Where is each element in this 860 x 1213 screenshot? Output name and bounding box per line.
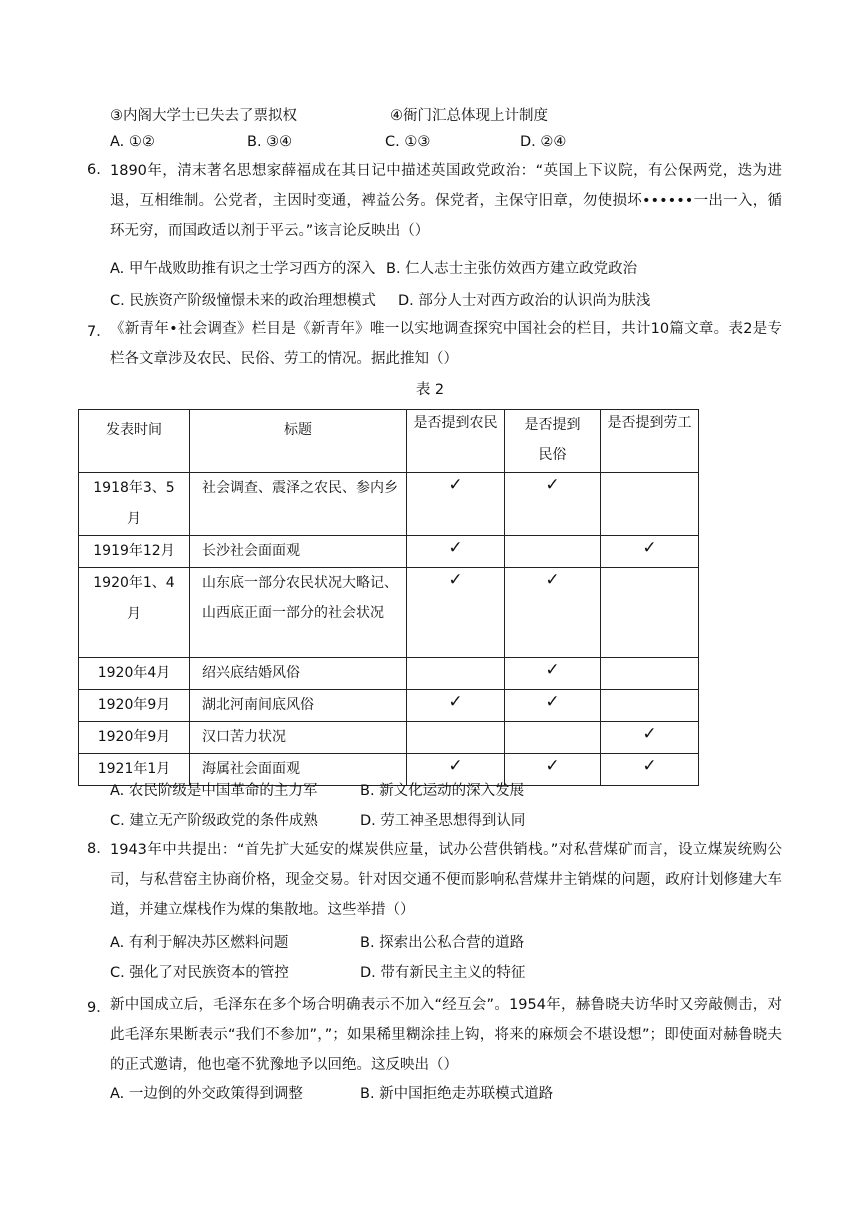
q6-stem: 1890年，清末著名思想家薛福成在其日记中描述英国政党政治：“英国上下议院，有公保两党，迭为进退，互相维制。公党者，主因时变通，裨益公务。保党者，主保守旧章，勿使损坏••••••一出一入，循环无穷，而国政适以剂于平云。”该言论反映出（） [110,163,782,239]
cell-date: 1919年12月 [79,536,190,568]
cell-farmer: ✓ [407,690,505,722]
cell-date: 1921年1月 [79,754,190,786]
cell-title: 绍兴底结婚风俗 [190,658,407,690]
survey-table [78,409,699,786]
cell-title: 汉口苦力状况 [190,722,407,754]
cell-labor: ✓ [601,536,699,568]
cell-folk: ✓ [505,473,601,536]
q6-option-d: D. 部分人士对西方政治的认识尚为肤浅 [398,293,651,309]
cell-farmer: ✓ [407,473,505,536]
header-title: 标题 [190,410,407,473]
cell-farmer [407,722,505,754]
q7-option-a: A. 农民阶级是中国革命的主力军 [110,783,318,799]
cell-labor: ✓ [601,722,699,754]
cell-date: 1920年9月 [79,690,190,722]
table-header-row [79,410,699,473]
header-folk: 是否提到民俗 [505,410,601,473]
cell-date: 1920年4月 [79,658,190,690]
cell-date: 1920年1、4月 [79,568,190,658]
cell-farmer: ✓ [407,536,505,568]
table-row [79,473,699,536]
q6-option-c: C. 民族资产阶级憧憬未来的政治理想模式 [110,293,376,309]
cell-farmer: ✓ [407,568,505,658]
cell-farmer [407,658,505,690]
q7-option-c: C. 建立无产阶级政党的条件成熟 [110,813,318,829]
q8-option-b: B. 探索出公私合营的道路 [360,935,525,951]
q6-number: 6. [87,162,101,178]
cell-folk: ✓ [505,568,601,658]
cell-title: 长沙社会面面观 [190,536,407,568]
cell-folk: ✓ [505,754,601,786]
q6-option-a: A. 甲午战败助推有识之士学习西方的深入 [110,261,376,277]
q7-option-d: D. 劳工神圣思想得到认同 [360,813,526,829]
header-labor: 是否提到劳工 [601,410,699,473]
cell-folk: ✓ [505,658,601,690]
q9-option-a: A. 一边倒的外交政策得到调整 [110,1086,303,1102]
cell-labor [601,690,699,722]
q8-option-c: C. 强化了对民族资本的管控 [110,965,289,981]
cell-farmer: ✓ [407,754,505,786]
cell-date: 1918年3、5月 [79,473,190,536]
cell-title: 湖北河南间底风俗 [190,690,407,722]
cell-folk [505,722,601,754]
cell-labor [601,568,699,658]
cell-title: 山东底一部分农民状况大略记、山西底正面一部分的社会状况 [190,568,407,658]
q8-number: 8. [87,841,101,857]
statement-3: ③内阁大学士已失去了票拟权 [110,108,297,124]
cell-folk: ✓ [505,690,601,722]
q9-option-b: B. 新中国拒绝走苏联模式道路 [360,1086,554,1102]
statement-4: ④衙门汇总体现上计制度 [390,108,548,124]
header-date: 发表时间 [79,410,190,473]
table-row [79,568,699,658]
cell-labor [601,658,699,690]
q8-stem: 1943年中共提出：“首先扩大延安的煤炭供应量，试办公营供销栈。”对私营煤矿而言，设立煤炭统购公司，与私营窑主协商价格，现金交易。针对因交通不便而影响私营煤井主销煤的问题，政府计划修建大车道，并建立煤栈作为煤的集散地。这些举措（） [110,842,782,918]
q9-stem: 新中国成立后，毛泽东在多个场合明确表示不加入“经互会”。1954年，赫鲁晓夫访华时又旁敲侧击，对此毛泽东果断表示“我们不参加”，”；如果稀里糊涂挂上钩，将来的麻烦会不堪设想”；即使面对赫鲁晓夫的正式邀请，他也毫不犹豫地予以回绝。这反映出（） [110,997,782,1073]
q5-option-d: D. ②④ [520,134,567,150]
table-row [79,722,699,754]
cell-title: 海属社会面面观 [190,754,407,786]
q5-option-c: C. ①③ [385,134,431,150]
table-caption: 表 2 [415,382,445,398]
cell-title: 社会调查、震泽之农民、参内乡 [190,473,407,536]
q9-number: 9． [87,1000,111,1016]
q7-option-b: B. 新文化运动的深入发展 [360,783,525,799]
cell-labor: ✓ [601,754,699,786]
q7-number: 7． [87,324,111,340]
q5-option-b: B. ③④ [247,134,293,150]
cell-labor [601,473,699,536]
q5-option-a: A. ①② [110,134,155,150]
q8-option-a: A. 有利于解决苏区燃料问题 [110,935,289,951]
table-row [79,536,699,568]
q6-option-b: B. 仁人志士主张仿效西方建立政党政治 [386,261,638,277]
cell-date: 1920年9月 [79,722,190,754]
header-farmer: 是否提到农民 [407,410,505,473]
q7-stem: 《新青年•社会调查》栏目是《新青年》唯一以实地调查探究中国社会的栏目，共计10篇文章。表2是专栏各文章涉及农民、民俗、劳工的情况。据此推知（） [110,321,782,367]
table-row [79,658,699,690]
table-row [79,690,699,722]
q8-option-d: D. 带有新民主主义的特征 [360,965,526,981]
cell-folk [505,536,601,568]
